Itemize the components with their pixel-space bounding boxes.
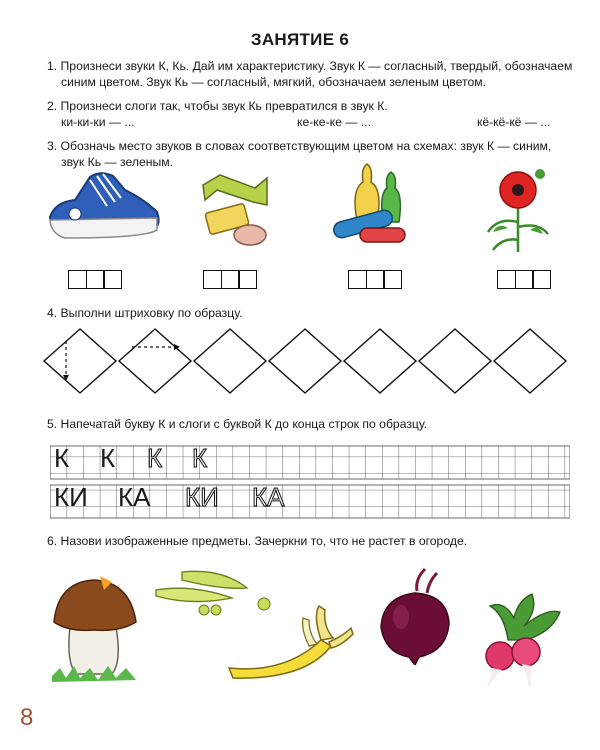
task-1-line-1: 1. Произнеси звуки К, Кь. Дай им характеристику. Звук К — согласный, твердый, обозначаем bbox=[47, 59, 573, 73]
candy-icon bbox=[195, 160, 275, 255]
copybook-letter-dotted: К bbox=[192, 443, 208, 473]
copybook-row-1 bbox=[52, 443, 252, 475]
copybook-letter-dotted: К bbox=[147, 443, 163, 473]
hatching-diamonds[interactable] bbox=[40, 325, 570, 397]
copybook-letter: К bbox=[54, 443, 70, 473]
page-title: ЗАНЯТИЕ 6 bbox=[250, 30, 350, 49]
banana-icon[interactable] bbox=[225, 602, 355, 680]
poppy-icon bbox=[478, 162, 558, 254]
radish-icon[interactable] bbox=[468, 590, 578, 690]
copybook-syllable: КИ bbox=[54, 482, 88, 512]
task-2-line-1: 2. Произнеси слоги так, чтобы звук Кь превратился в звук К. bbox=[47, 99, 388, 113]
task-2-syllable-1: ки-ки-ки — ... bbox=[61, 115, 135, 129]
copybook-row-2 bbox=[52, 482, 312, 514]
task-3-line-2: звук Кь — зеленым. bbox=[61, 155, 173, 169]
mushroom-icon[interactable] bbox=[50, 572, 140, 687]
diamond-3 bbox=[194, 329, 266, 393]
page-number: 8 bbox=[20, 704, 34, 731]
task-6-text: 6. Назови изображенные предметы. Зачеркни то, что не растет в огороде. bbox=[47, 534, 468, 548]
sound-scheme-2[interactable] bbox=[203, 270, 257, 289]
sound-scheme-3[interactable] bbox=[348, 270, 402, 289]
copybook-syllable-dotted: КА bbox=[252, 482, 285, 512]
copybook-syllable: КА bbox=[118, 482, 151, 512]
diamond-1 bbox=[44, 329, 116, 393]
task-2-syllable-3: кё-кё-кё — ... bbox=[477, 115, 551, 129]
diamond-2 bbox=[119, 329, 191, 393]
sneaker-icon bbox=[45, 162, 165, 252]
sound-scheme-1[interactable] bbox=[68, 270, 122, 289]
diamond-5 bbox=[344, 329, 416, 393]
beet-icon[interactable] bbox=[375, 565, 460, 665]
diamond-4 bbox=[269, 329, 341, 393]
task-5-text: 5. Напечатай букву К и слоги с буквой К до конца строк по образцу. bbox=[47, 417, 428, 431]
sound-scheme-4[interactable] bbox=[497, 270, 551, 289]
copybook-letter: К bbox=[100, 443, 116, 473]
skittles-icon bbox=[325, 160, 415, 255]
task-3-line-1: 3. Обозначь место звуков в словах соответствующим цветом на схемах: звук К — синим, bbox=[47, 139, 552, 153]
task-2-syllable-2: ке-ке-ке — ... bbox=[297, 115, 371, 129]
task-1-line-2: синим цветом. Звук Кь — согласный, мягкий, обозначаем зеленым цветом. bbox=[61, 75, 486, 89]
diamond-7 bbox=[494, 329, 566, 393]
task-4-text: 4. Выполни штриховку по образцу. bbox=[47, 306, 243, 320]
diamond-6 bbox=[419, 329, 491, 393]
copybook-syllable-dotted: КИ bbox=[185, 482, 219, 512]
